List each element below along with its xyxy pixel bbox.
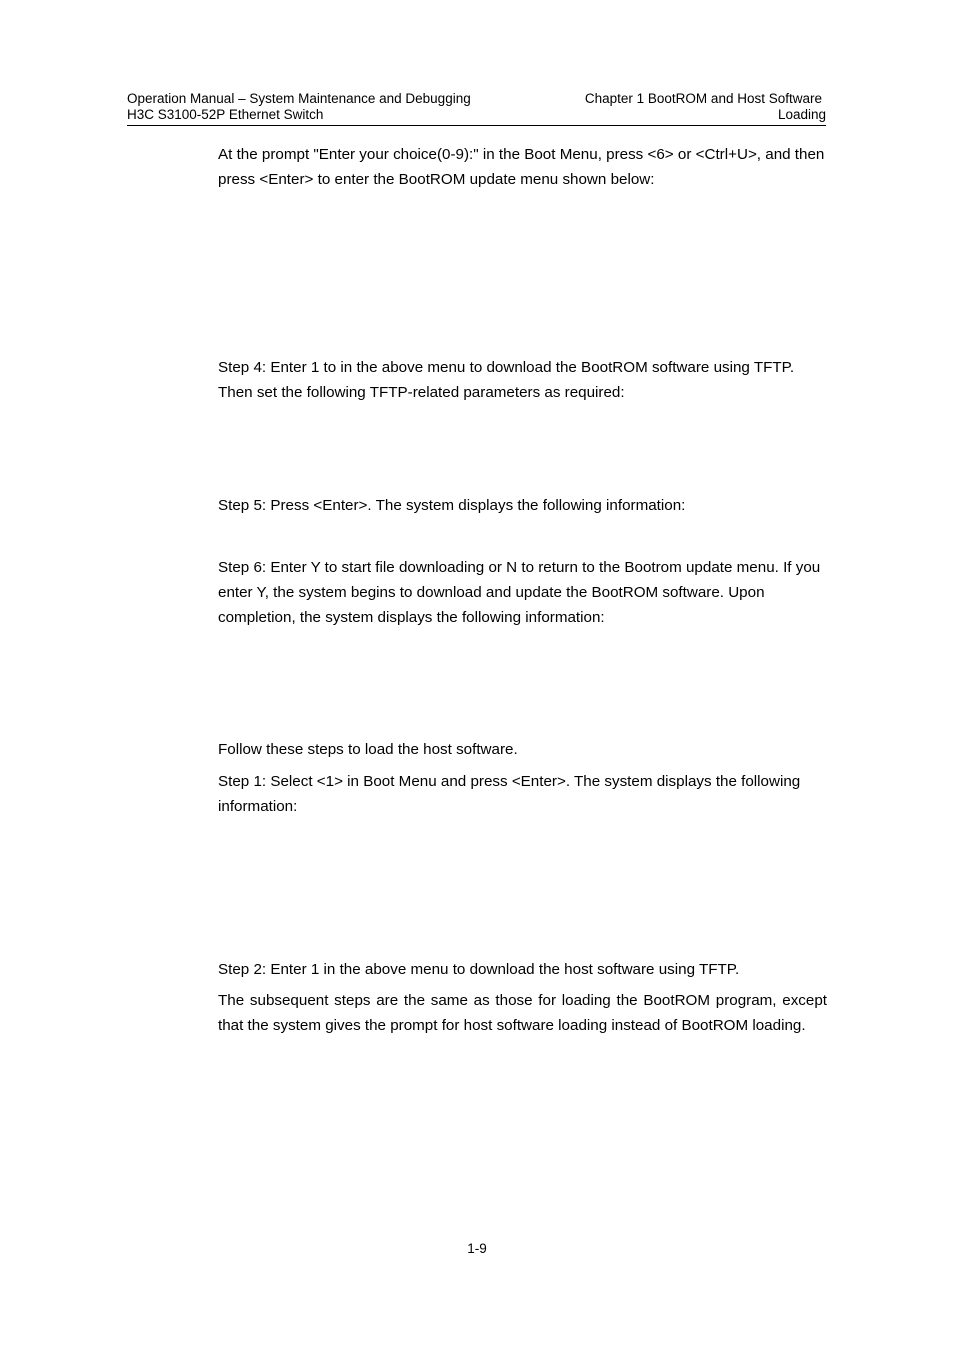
header-right: [585, 91, 826, 123]
chapter-title: Chapter 1 BootROM and Host Software: [584, 91, 822, 106]
page-header: [127, 91, 826, 126]
paragraph-host-step-1: Step 1: Select <1> in Boot Menu and press <Enter>. The system displays the following information:: [218, 773, 801, 815]
paragraph-step-4: Step 4: Enter 1 to in the above menu to download the BootROM software using TFTP. Then set the following TFTP-related parameters as required:: [218, 359, 795, 401]
header-left: [127, 91, 471, 123]
paragraph-host-intro: Follow these steps to load the host software.: [218, 741, 518, 758]
paragraph-host-step-2: Step 2: Enter 1 in the above menu to download the host software using TFTP.: [218, 961, 740, 978]
paragraph-step-6: Step 6: Enter Y to start file downloading or N to return to the Bootrom update menu. If you enter Y, the system begins to download and update the BootROM software. Upon completion, the system displays the following information:: [218, 559, 821, 626]
paragraph-enter-update-menu: At the prompt "Enter your choice(0-9):" in the Boot Menu, press <6> or <Ctrl+U>, and then press <Enter> to enter the BootROM update menu shown below:: [218, 146, 825, 188]
paragraph-subsequent-steps: The subsequent steps are the same as those for loading the BootROM program, except that the system gives the prompt for host software loading instead of BootROM loading.: [218, 992, 827, 1034]
product-name: H3C S3100-52P Ethernet Switch: [127, 107, 324, 122]
page-number: 1-9: [467, 1241, 487, 1256]
chapter-title-continued: Loading: [777, 107, 826, 122]
manual-title: Operation Manual – System Maintenance and Debugging: [127, 91, 471, 106]
paragraph-step-5: Step 5: Press <Enter>. The system displays the following information:: [218, 497, 686, 514]
